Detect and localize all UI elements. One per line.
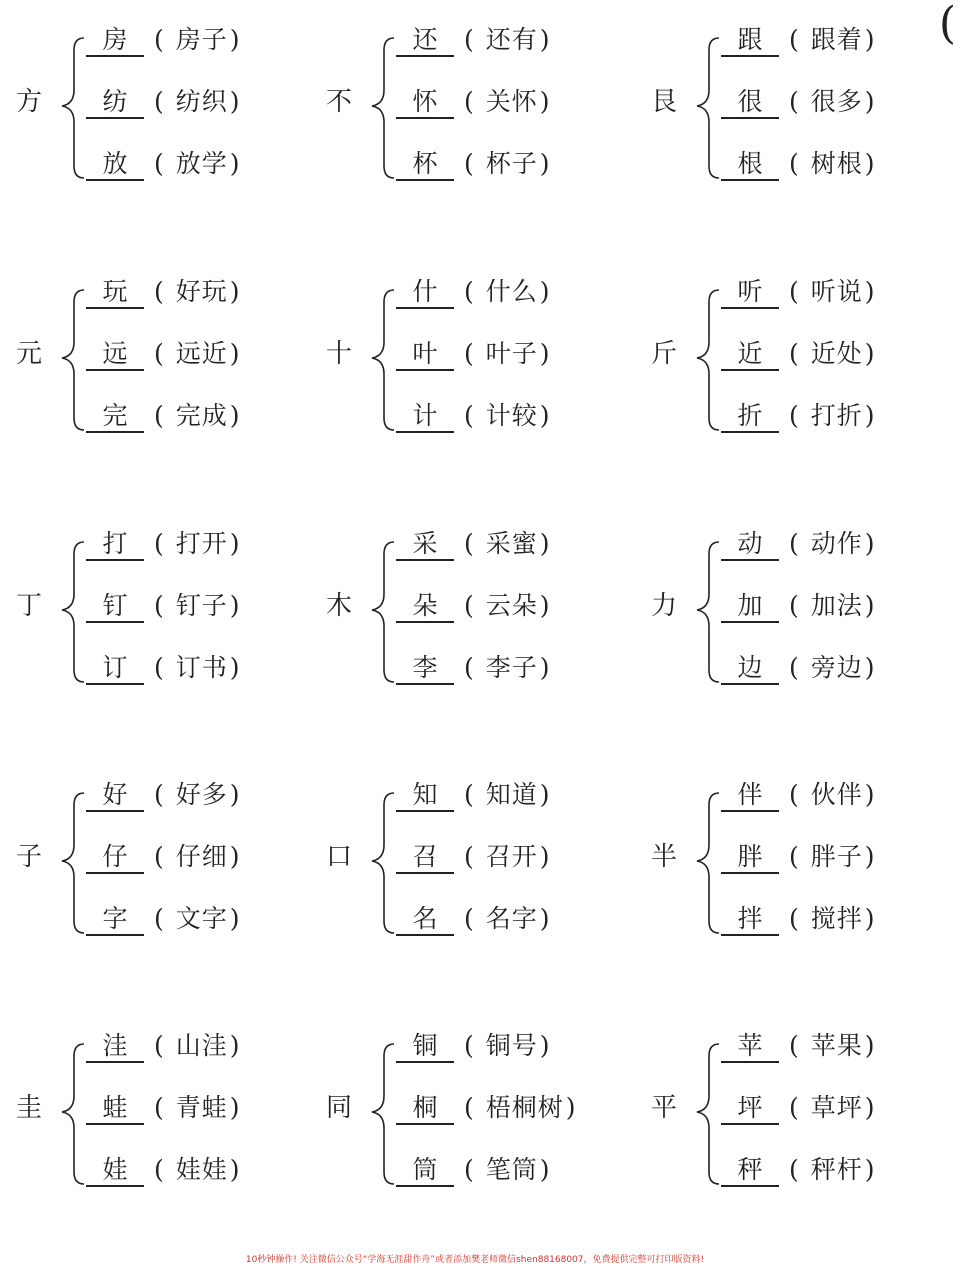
close-paren: ) bbox=[229, 529, 240, 558]
word-item bbox=[721, 901, 875, 937]
open-paren: ( bbox=[789, 1093, 799, 1122]
derived-character: 边 bbox=[721, 653, 779, 685]
derived-character: 完 bbox=[86, 401, 144, 433]
derived-character: 跟 bbox=[721, 25, 779, 57]
close-paren: ) bbox=[229, 1031, 240, 1060]
derived-character: 娃 bbox=[86, 1155, 144, 1187]
example-word: 铜号 bbox=[485, 1031, 538, 1060]
curly-brace-icon bbox=[46, 524, 88, 694]
open-paren: ( bbox=[464, 529, 474, 558]
open-paren: ( bbox=[154, 653, 164, 682]
derived-character: 打 bbox=[86, 529, 144, 561]
root-component: 艮 bbox=[651, 87, 678, 117]
derived-character: 叶 bbox=[396, 339, 454, 371]
open-paren: ( bbox=[464, 277, 474, 306]
word-family-group bbox=[326, 775, 651, 945]
word-item bbox=[396, 146, 550, 182]
example-word: 动作 bbox=[810, 529, 863, 558]
close-paren: ) bbox=[229, 149, 240, 178]
word-item bbox=[721, 839, 875, 875]
derived-character: 好 bbox=[86, 780, 144, 812]
word-item bbox=[86, 526, 240, 562]
derived-character: 加 bbox=[721, 591, 779, 623]
open-paren: ( bbox=[789, 591, 799, 620]
open-paren: ( bbox=[789, 401, 799, 430]
derived-character: 名 bbox=[396, 904, 454, 936]
derived-character: 很 bbox=[721, 87, 779, 119]
derived-character: 采 bbox=[396, 529, 454, 561]
example-word: 知道 bbox=[485, 780, 538, 809]
example-word: 杯子 bbox=[485, 149, 538, 178]
close-paren: ) bbox=[229, 25, 240, 54]
example-word: 名字 bbox=[485, 904, 538, 933]
derived-character: 李 bbox=[396, 653, 454, 685]
derived-character: 胖 bbox=[721, 842, 779, 874]
close-paren: ) bbox=[229, 401, 240, 430]
example-word: 远近 bbox=[175, 339, 228, 368]
open-paren: ( bbox=[789, 653, 799, 682]
derived-character: 朵 bbox=[396, 591, 454, 623]
derived-character: 什 bbox=[396, 277, 454, 309]
example-word: 秤杆 bbox=[810, 1155, 863, 1184]
example-word: 计较 bbox=[485, 401, 538, 430]
derived-character: 杯 bbox=[396, 149, 454, 181]
curly-brace-icon bbox=[356, 272, 398, 442]
open-paren: ( bbox=[789, 904, 799, 933]
derived-character: 近 bbox=[721, 339, 779, 371]
word-family-group bbox=[326, 1026, 651, 1196]
close-paren: ) bbox=[539, 149, 550, 178]
word-item bbox=[721, 398, 875, 434]
root-component: 斤 bbox=[651, 339, 678, 369]
close-paren: ) bbox=[539, 529, 550, 558]
close-paren: ) bbox=[229, 904, 240, 933]
derived-character: 还 bbox=[396, 25, 454, 57]
close-paren: ) bbox=[229, 1155, 240, 1184]
open-paren: ( bbox=[464, 87, 474, 116]
word-item bbox=[721, 777, 875, 813]
word-family-group bbox=[16, 20, 341, 190]
open-paren: ( bbox=[464, 25, 474, 54]
derived-character: 纺 bbox=[86, 87, 144, 119]
derived-character: 听 bbox=[721, 277, 779, 309]
open-paren: ( bbox=[464, 149, 474, 178]
word-item bbox=[396, 22, 550, 58]
word-item bbox=[86, 1152, 240, 1188]
open-paren: ( bbox=[464, 780, 474, 809]
word-item bbox=[721, 650, 875, 686]
close-paren: ) bbox=[864, 1093, 875, 1122]
word-family-group bbox=[16, 272, 341, 442]
word-item bbox=[721, 1152, 875, 1188]
word-item bbox=[396, 901, 550, 937]
example-word: 娃娃 bbox=[175, 1155, 228, 1184]
example-word: 青蛙 bbox=[175, 1093, 228, 1122]
word-item bbox=[396, 588, 550, 624]
example-word: 完成 bbox=[175, 401, 228, 430]
close-paren: ) bbox=[229, 339, 240, 368]
root-component: 不 bbox=[326, 87, 353, 117]
word-item bbox=[721, 1028, 875, 1064]
word-family-group bbox=[651, 524, 976, 694]
example-word: 胖子 bbox=[810, 842, 863, 871]
derived-character: 知 bbox=[396, 780, 454, 812]
word-item bbox=[86, 1028, 240, 1064]
example-word: 打折 bbox=[810, 401, 863, 430]
open-paren: ( bbox=[464, 591, 474, 620]
word-item bbox=[721, 22, 875, 58]
root-component: 木 bbox=[326, 591, 353, 621]
word-item bbox=[86, 839, 240, 875]
example-word: 跟着 bbox=[810, 25, 863, 54]
root-component: 子 bbox=[16, 842, 43, 872]
derived-character: 筒 bbox=[396, 1155, 454, 1187]
curly-brace-icon bbox=[681, 272, 723, 442]
root-component: 元 bbox=[16, 339, 43, 369]
open-paren: ( bbox=[789, 277, 799, 306]
curly-brace-icon bbox=[46, 272, 88, 442]
close-paren: ) bbox=[539, 1155, 550, 1184]
curly-brace-icon bbox=[681, 775, 723, 945]
derived-character: 蛙 bbox=[86, 1093, 144, 1125]
derived-character: 订 bbox=[86, 653, 144, 685]
word-item bbox=[396, 1028, 550, 1064]
root-component: 十 bbox=[326, 339, 353, 369]
edge-paren-fragment: ( bbox=[938, 0, 956, 49]
word-item bbox=[396, 777, 550, 813]
close-paren: ) bbox=[864, 653, 875, 682]
open-paren: ( bbox=[464, 653, 474, 682]
curly-brace-icon bbox=[46, 20, 88, 190]
open-paren: ( bbox=[154, 149, 164, 178]
word-item bbox=[86, 336, 240, 372]
word-family-group bbox=[651, 20, 976, 190]
curly-brace-icon bbox=[356, 524, 398, 694]
close-paren: ) bbox=[539, 780, 550, 809]
example-word: 山洼 bbox=[175, 1031, 228, 1060]
word-item bbox=[86, 274, 240, 310]
derived-character: 秤 bbox=[721, 1155, 779, 1187]
close-paren: ) bbox=[229, 277, 240, 306]
close-paren: ) bbox=[864, 1155, 875, 1184]
open-paren: ( bbox=[464, 904, 474, 933]
word-item bbox=[721, 84, 875, 120]
derived-character: 坪 bbox=[721, 1093, 779, 1125]
open-paren: ( bbox=[154, 904, 164, 933]
curly-brace-icon bbox=[356, 20, 398, 190]
word-item bbox=[396, 526, 550, 562]
derived-character: 远 bbox=[86, 339, 144, 371]
example-word: 草坪 bbox=[810, 1093, 863, 1122]
close-paren: ) bbox=[539, 842, 550, 871]
example-word: 加法 bbox=[810, 591, 863, 620]
example-word: 文字 bbox=[175, 904, 228, 933]
open-paren: ( bbox=[154, 277, 164, 306]
word-item bbox=[721, 588, 875, 624]
curly-brace-icon bbox=[356, 775, 398, 945]
close-paren: ) bbox=[539, 904, 550, 933]
word-item bbox=[721, 146, 875, 182]
close-paren: ) bbox=[864, 780, 875, 809]
derived-character: 召 bbox=[396, 842, 454, 874]
footer-notice: 10秒钟操作! 关注微信公众号“学海无涯甜作舟”或者添加樊老师微信shen88168007，免费提供完整可打印版资料! bbox=[245, 1255, 705, 1265]
close-paren: ) bbox=[539, 401, 550, 430]
curly-brace-icon bbox=[46, 775, 88, 945]
example-word: 什么 bbox=[485, 277, 538, 306]
root-component: 口 bbox=[326, 842, 353, 872]
curly-brace-icon bbox=[356, 1026, 398, 1196]
open-paren: ( bbox=[154, 25, 164, 54]
word-item bbox=[86, 650, 240, 686]
close-paren: ) bbox=[539, 591, 550, 620]
open-paren: ( bbox=[789, 780, 799, 809]
derived-character: 仔 bbox=[86, 842, 144, 874]
close-paren: ) bbox=[864, 87, 875, 116]
derived-character: 计 bbox=[396, 401, 454, 433]
root-component: 圭 bbox=[16, 1093, 43, 1123]
example-word: 关怀 bbox=[485, 87, 538, 116]
open-paren: ( bbox=[154, 1093, 164, 1122]
derived-character: 伴 bbox=[721, 780, 779, 812]
word-item bbox=[396, 336, 550, 372]
word-item bbox=[396, 839, 550, 875]
example-word: 梧桐树 bbox=[485, 1093, 564, 1122]
example-word: 笔筒 bbox=[485, 1155, 538, 1184]
root-component: 力 bbox=[651, 591, 678, 621]
word-item bbox=[86, 588, 240, 624]
derived-character: 洼 bbox=[86, 1031, 144, 1063]
word-item bbox=[396, 274, 550, 310]
open-paren: ( bbox=[789, 87, 799, 116]
derived-character: 根 bbox=[721, 149, 779, 181]
close-paren: ) bbox=[229, 842, 240, 871]
example-word: 树根 bbox=[810, 149, 863, 178]
example-word: 搅拌 bbox=[810, 904, 863, 933]
word-family-group bbox=[326, 272, 651, 442]
close-paren: ) bbox=[539, 277, 550, 306]
open-paren: ( bbox=[154, 339, 164, 368]
word-item bbox=[721, 336, 875, 372]
example-word: 订书 bbox=[175, 653, 228, 682]
derived-character: 折 bbox=[721, 401, 779, 433]
example-word: 好玩 bbox=[175, 277, 228, 306]
close-paren: ) bbox=[864, 277, 875, 306]
root-component: 半 bbox=[651, 842, 678, 872]
open-paren: ( bbox=[464, 842, 474, 871]
word-family-group bbox=[326, 20, 651, 190]
open-paren: ( bbox=[154, 591, 164, 620]
root-component: 方 bbox=[16, 87, 43, 117]
example-word: 旁边 bbox=[810, 653, 863, 682]
word-item bbox=[396, 398, 550, 434]
example-word: 还有 bbox=[485, 25, 538, 54]
derived-character: 桐 bbox=[396, 1093, 454, 1125]
close-paren: ) bbox=[864, 529, 875, 558]
open-paren: ( bbox=[789, 842, 799, 871]
word-item bbox=[86, 146, 240, 182]
word-item bbox=[86, 398, 240, 434]
word-family-group bbox=[651, 272, 976, 442]
open-paren: ( bbox=[154, 842, 164, 871]
example-word: 听说 bbox=[810, 277, 863, 306]
open-paren: ( bbox=[789, 25, 799, 54]
close-paren: ) bbox=[539, 25, 550, 54]
close-paren: ) bbox=[229, 591, 240, 620]
open-paren: ( bbox=[464, 401, 474, 430]
example-word: 很多 bbox=[810, 87, 863, 116]
curly-brace-icon bbox=[681, 1026, 723, 1196]
derived-character: 动 bbox=[721, 529, 779, 561]
close-paren: ) bbox=[229, 780, 240, 809]
example-word: 房子 bbox=[175, 25, 228, 54]
open-paren: ( bbox=[154, 780, 164, 809]
close-paren: ) bbox=[864, 591, 875, 620]
word-item bbox=[396, 84, 550, 120]
word-item bbox=[396, 1152, 550, 1188]
word-family-group bbox=[326, 524, 651, 694]
derived-character: 放 bbox=[86, 149, 144, 181]
derived-character: 铜 bbox=[396, 1031, 454, 1063]
root-component: 丁 bbox=[16, 591, 43, 621]
example-word: 好多 bbox=[175, 780, 228, 809]
example-word: 钉子 bbox=[175, 591, 228, 620]
word-item bbox=[86, 777, 240, 813]
close-paren: ) bbox=[539, 87, 550, 116]
example-word: 近处 bbox=[810, 339, 863, 368]
derived-character: 苹 bbox=[721, 1031, 779, 1063]
derived-character: 拌 bbox=[721, 904, 779, 936]
example-word: 苹果 bbox=[810, 1031, 863, 1060]
close-paren: ) bbox=[864, 904, 875, 933]
open-paren: ( bbox=[464, 1093, 474, 1122]
close-paren: ) bbox=[229, 1093, 240, 1122]
derived-character: 玩 bbox=[86, 277, 144, 309]
word-item bbox=[721, 526, 875, 562]
close-paren: ) bbox=[864, 149, 875, 178]
open-paren: ( bbox=[154, 401, 164, 430]
example-word: 云朵 bbox=[485, 591, 538, 620]
example-word: 伙伴 bbox=[810, 780, 863, 809]
close-paren: ) bbox=[864, 842, 875, 871]
example-word: 仔细 bbox=[175, 842, 228, 871]
close-paren: ) bbox=[229, 653, 240, 682]
close-paren: ) bbox=[864, 25, 875, 54]
word-family-group bbox=[16, 775, 341, 945]
curly-brace-icon bbox=[681, 20, 723, 190]
word-item bbox=[721, 274, 875, 310]
open-paren: ( bbox=[464, 1031, 474, 1060]
derived-character: 怀 bbox=[396, 87, 454, 119]
open-paren: ( bbox=[789, 529, 799, 558]
open-paren: ( bbox=[789, 1155, 799, 1184]
close-paren: ) bbox=[539, 1031, 550, 1060]
word-item bbox=[86, 1090, 240, 1126]
curly-brace-icon bbox=[46, 1026, 88, 1196]
close-paren: ) bbox=[565, 1093, 576, 1122]
example-word: 放学 bbox=[175, 149, 228, 178]
open-paren: ( bbox=[154, 1031, 164, 1060]
derived-character: 房 bbox=[86, 25, 144, 57]
word-item bbox=[86, 84, 240, 120]
open-paren: ( bbox=[789, 339, 799, 368]
close-paren: ) bbox=[229, 87, 240, 116]
word-item bbox=[86, 901, 240, 937]
word-family-group bbox=[651, 1026, 976, 1196]
derived-character: 字 bbox=[86, 904, 144, 936]
word-family-group bbox=[651, 775, 976, 945]
open-paren: ( bbox=[464, 339, 474, 368]
word-family-group bbox=[16, 524, 341, 694]
close-paren: ) bbox=[539, 653, 550, 682]
close-paren: ) bbox=[864, 1031, 875, 1060]
root-component: 平 bbox=[651, 1093, 678, 1123]
open-paren: ( bbox=[789, 1031, 799, 1060]
curly-brace-icon bbox=[681, 524, 723, 694]
open-paren: ( bbox=[154, 1155, 164, 1184]
word-family-group bbox=[16, 1026, 341, 1196]
example-word: 打开 bbox=[175, 529, 228, 558]
example-word: 叶子 bbox=[485, 339, 538, 368]
close-paren: ) bbox=[864, 339, 875, 368]
word-item bbox=[396, 1090, 576, 1126]
example-word: 李子 bbox=[485, 653, 538, 682]
close-paren: ) bbox=[539, 339, 550, 368]
derived-character: 钉 bbox=[86, 591, 144, 623]
open-paren: ( bbox=[154, 87, 164, 116]
open-paren: ( bbox=[154, 529, 164, 558]
root-component: 同 bbox=[326, 1093, 353, 1123]
example-word: 召开 bbox=[485, 842, 538, 871]
example-word: 采蜜 bbox=[485, 529, 538, 558]
word-item bbox=[396, 650, 550, 686]
close-paren: ) bbox=[864, 401, 875, 430]
open-paren: ( bbox=[789, 149, 799, 178]
open-paren: ( bbox=[464, 1155, 474, 1184]
example-word: 纺织 bbox=[175, 87, 228, 116]
word-item bbox=[86, 22, 240, 58]
word-item bbox=[721, 1090, 875, 1126]
